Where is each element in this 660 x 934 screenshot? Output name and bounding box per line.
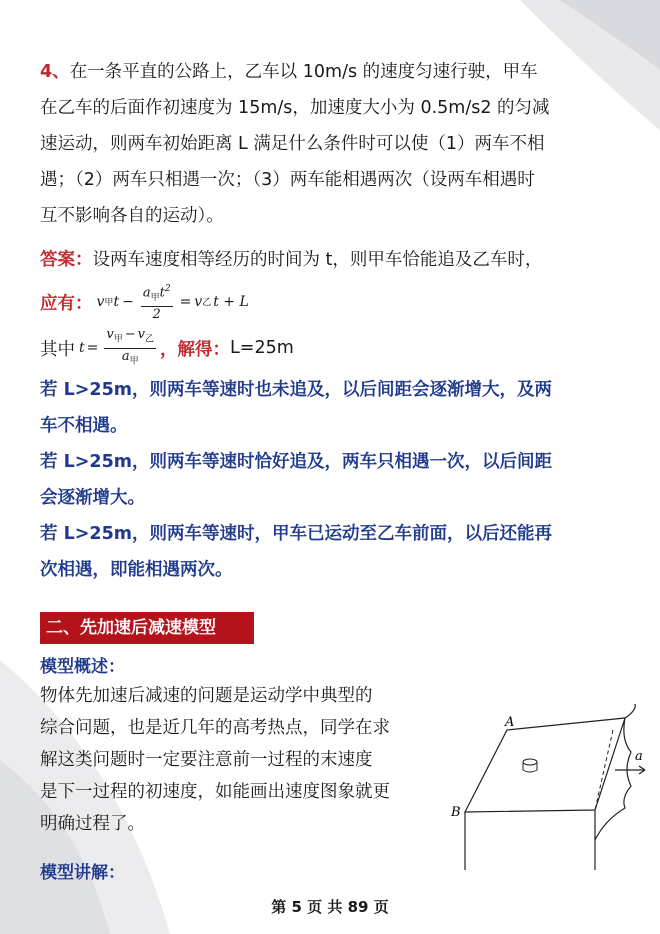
- case-2-line-2: 会逐渐增大。: [40, 488, 145, 508]
- case-1-line-2: 车不相遇。: [40, 416, 128, 436]
- torn-edge: [595, 704, 635, 840]
- qizhong-label: 其中: [40, 339, 75, 360]
- formula-1-fraction: $\frac{a_甲t^2}{2}$: [141, 281, 173, 323]
- dashed-line: [595, 730, 613, 810]
- case-3-line-1: 若 L>25m，则两车等速时，甲车已运动至乙车前面，以后还能再: [40, 524, 552, 544]
- section-header: 二、先加速后减速模型: [40, 612, 254, 644]
- question-line-1: 4、在一条平直的公路上，乙车以 10m/s 的速度匀速行驶，甲车: [40, 62, 538, 82]
- top-face: [465, 718, 625, 812]
- overview-text: 物体先加速后减速的问题是运动学中典型的 综合问题，也是近几年的高考热点，同学在求 解这类问题时一定要注意前一过程的末速度 是下一过程的初速度，如能画出速度图象就更 明确过程了。: [40, 686, 390, 834]
- case-2-line-1: 若 L>25m，则两车等速时恰好追及，两车只相遇一次，以后间距: [40, 452, 552, 472]
- answer-label: 答案：: [40, 250, 93, 270]
- cylinder-top: [523, 759, 537, 765]
- overview-label: 模型概述：: [40, 657, 125, 677]
- question-line-3: 速运动，则两车初始距离 L 满足什么条件时可以使（1）两车不相: [40, 134, 545, 154]
- formula-line-2: [40, 326, 630, 370]
- yingyou-label: 应有：: [40, 293, 93, 314]
- formula-line-1: [40, 280, 630, 324]
- formula-2-fraction: $\frac{v_甲 - v_乙}{a_甲}$: [106, 326, 155, 367]
- page-footer: 第 5 页 共 89 页: [271, 898, 389, 916]
- question-number: 4、: [40, 62, 70, 82]
- question-line-2: 在乙车的后面作初速度为 15m/s，加速度大小为 0.5m/s2 的匀减: [40, 98, 550, 118]
- block-figure: [445, 700, 645, 870]
- explain-label: 模型讲解：: [40, 863, 125, 883]
- label-a-top: A: [505, 715, 515, 730]
- formula-2: t = $\frac{v_甲 - v_乙}{a_甲}$: [79, 327, 160, 369]
- case-3-line-2: 次相遇，即能相遇两次。: [40, 560, 233, 580]
- label-accel: a: [635, 749, 643, 764]
- cylinder-body: [523, 762, 537, 772]
- question-line-5: 互不影响各自的运动）。: [40, 206, 224, 226]
- formula-1: v 甲 t − $\frac{a_甲t^2}{2}$ = v 乙 t + L: [97, 281, 249, 323]
- case-1-line-1: 若 L>25m，则两车等速时也未追及，以后间距会逐渐增大，及两: [40, 380, 552, 400]
- question-answer-block: [40, 54, 630, 588]
- question-line-4: 遇；（2）两车只相遇一次；（3）两车能相遇两次（设两车相遇时: [40, 170, 535, 190]
- label-b: B: [451, 805, 461, 820]
- jiede-label: ，解得：: [160, 339, 231, 360]
- answer-intro: 答案：设两车速度相等经历的时间为 t，则甲车恰能追及乙车时，: [40, 250, 543, 270]
- jiede-value: L=25m: [230, 338, 294, 358]
